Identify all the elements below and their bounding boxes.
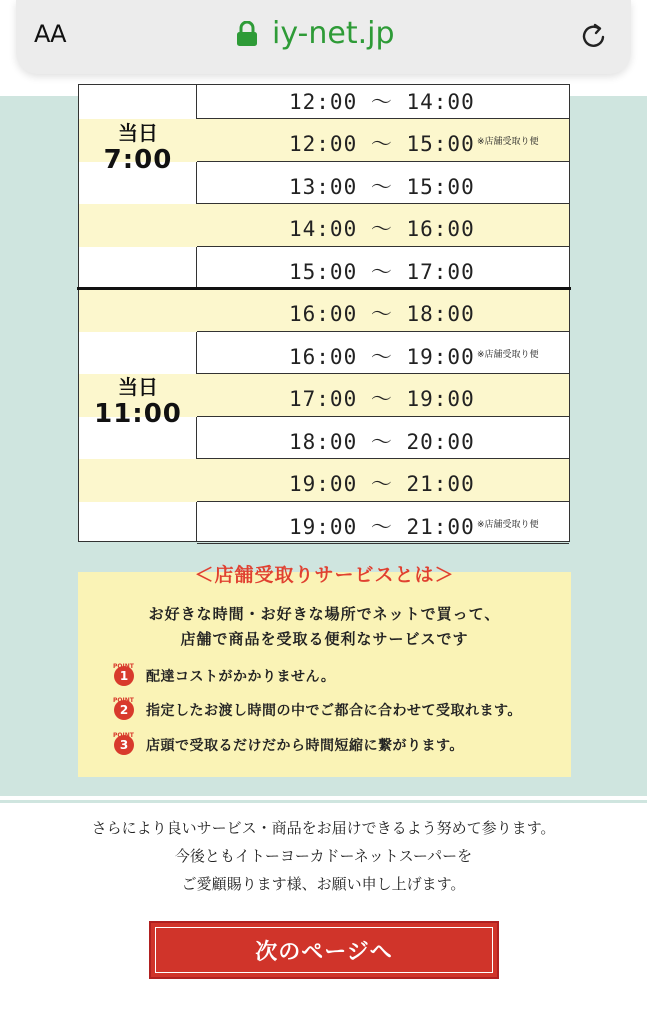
point-item-1: [113, 663, 336, 686]
point-number: 3: [119, 738, 129, 752]
deadline-day: 当日: [118, 375, 158, 399]
deadline-group-1: [79, 121, 197, 175]
browser-address-bar: [16, 0, 631, 74]
deadline-time: 11:00: [94, 399, 182, 429]
reload-icon[interactable]: [578, 20, 610, 52]
info-subtitle: [78, 602, 571, 652]
point-badge: [113, 663, 134, 686]
time-slot-text: 19:00 〜 21:00: [289, 514, 475, 539]
time-slot-row: [197, 247, 569, 290]
time-slot-row: [197, 459, 569, 502]
point-label: POINT: [113, 697, 134, 704]
store-pickup-note: ※店舗受取り便: [477, 519, 539, 530]
url-text: iy-net.jp: [272, 16, 395, 51]
point-badge: [113, 732, 134, 755]
time-slot-text: 19:00 〜 21:00: [289, 472, 475, 496]
time-slot-text: 12:00 〜 15:00: [289, 132, 475, 156]
time-slot-row: [197, 204, 569, 247]
next-page-button-label: 次のページへ: [255, 939, 393, 965]
point-badge: [113, 697, 134, 720]
info-subtitle-line-2: 店舗で商品を受取る便利なサービスです: [180, 630, 469, 648]
store-pickup-note: ※店舗受取り便: [477, 349, 539, 360]
time-slot-row: [197, 502, 569, 545]
time-slot-row: [197, 289, 569, 332]
group-divider: [77, 287, 571, 290]
point-text: 配達コストがかかりません。: [146, 669, 336, 685]
deadline-time: 7:00: [103, 145, 173, 175]
delivery-schedule-table: [78, 84, 570, 542]
time-slot-row: [197, 374, 569, 417]
point-item-2: [113, 697, 522, 720]
point-text: 指定したお渡し時間の中でご都合に合わせて受取れます。: [146, 703, 522, 719]
closing-line-3: ご愛顧賜ります様、お願い申し上げます。: [181, 875, 466, 893]
closing-line-1: さらにより良いサービス・商品をお届けできるよう努めて参ります。: [91, 819, 556, 837]
closing-line-2: 今後ともイトーヨーカドーネットスーパーを: [174, 847, 473, 865]
order-deadline-column: [79, 85, 197, 541]
time-slot-text: 13:00 〜 15:00: [289, 174, 475, 199]
time-slot-text: 18:00 〜 20:00: [289, 429, 475, 454]
time-slot-row: [197, 77, 569, 120]
time-slot-row: [197, 332, 569, 375]
deadline-group-2: [79, 375, 197, 429]
next-page-button[interactable]: [149, 921, 499, 979]
url-field[interactable]: [236, 16, 395, 51]
text-size-button[interactable]: AA: [34, 20, 66, 48]
store-pickup-note: ※店舗受取り便: [477, 137, 539, 147]
time-slot-text: 17:00 〜 19:00: [289, 387, 475, 411]
info-subtitle-line-1: お好きな時間・お好きな場所でネットで買って、: [148, 605, 501, 623]
time-slot-row: [197, 162, 569, 205]
time-slot-text: 16:00 〜 18:00: [289, 302, 475, 326]
time-slot-text: 14:00 〜 16:00: [289, 217, 475, 241]
time-slot-row: [197, 417, 569, 460]
time-slot-text: 12:00 〜 14:00: [289, 89, 475, 114]
time-slot-row: [197, 119, 569, 162]
deadline-day: 当日: [118, 121, 158, 145]
point-item-3: [113, 732, 464, 755]
point-number: 1: [119, 669, 129, 683]
point-number: 2: [119, 703, 129, 717]
point-text: 店頭で受取るだけだから時間短縮に繋がります。: [146, 738, 464, 754]
pickup-service-info: [78, 564, 571, 777]
info-title: ＜店舗受取りサービスとは＞: [194, 564, 455, 586]
lock-icon: [236, 21, 258, 47]
point-label: POINT: [113, 732, 134, 739]
time-slot-text: 16:00 〜 19:00: [289, 344, 475, 369]
section-divider: [0, 800, 647, 803]
point-label: POINT: [113, 663, 134, 670]
time-slot-text: 15:00 〜 17:00: [289, 259, 475, 284]
closing-message: [0, 814, 647, 898]
